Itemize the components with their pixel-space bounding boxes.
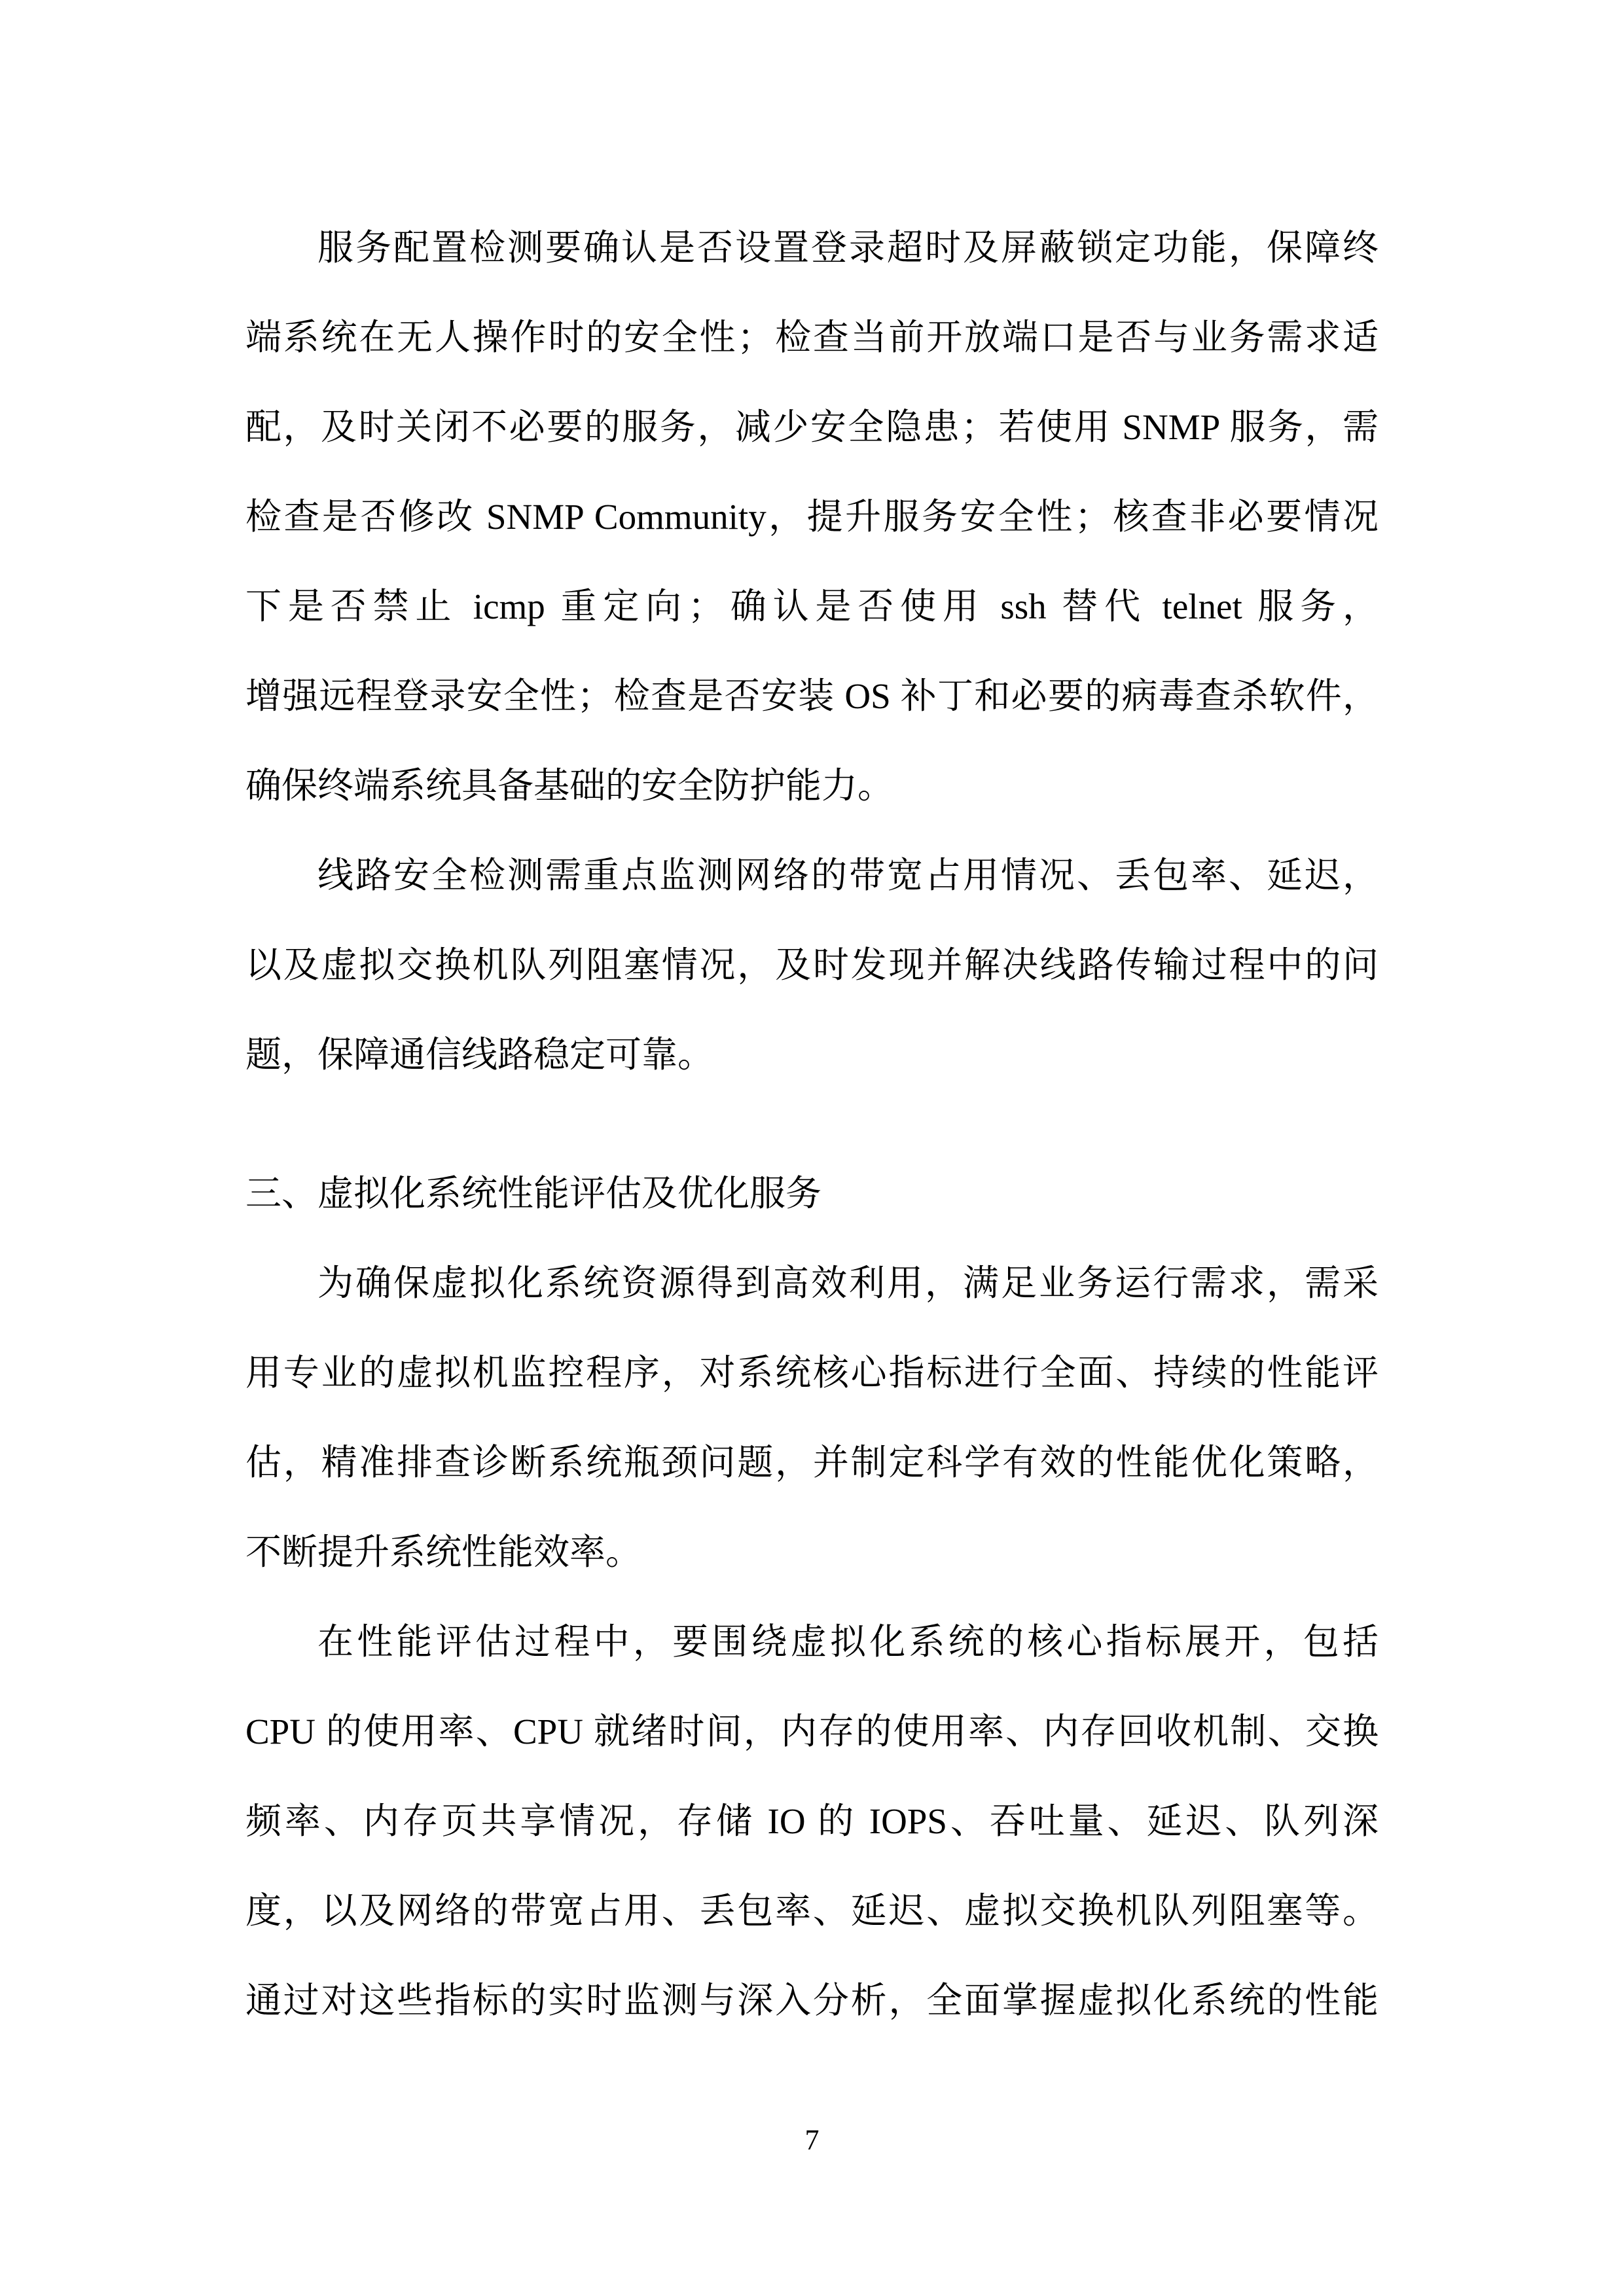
text-line: CPU 的使用率、CPU 就绪时间，内存的使用率、内存回收机制、交换 <box>245 1712 1379 1751</box>
text-line: 题，保障通信线路稳定可靠。 <box>245 1035 714 1075</box>
text-line: 用专业的虚拟机监控程序，对系统核心指标进行全面、持续的性能评 <box>245 1353 1379 1393</box>
heading-line: 三、虚拟化系统性能评估及优化服务 <box>245 1174 822 1213</box>
text-line: 下是否禁止 icmp 重定向；确认是否使用 ssh 替代 telnet 服务， <box>245 586 1379 626</box>
text-line: 服务配置检测要确认是否设置登录超时及屏蔽锁定功能，保障终 <box>317 228 1379 268</box>
text-line: 通过对这些指标的实时监测与深入分析，全面掌握虚拟化系统的性能 <box>245 1981 1379 2020</box>
section-heading <box>245 1149 1379 1238</box>
page-number: 7 <box>804 2124 820 2156</box>
paragraph <box>245 831 1379 1100</box>
text-line: 估，精准排查诊断系统瓶颈问题，并制定科学有效的性能优化策略， <box>245 1443 1379 1482</box>
text-line: 确保终端系统具备基础的安全防护能力。 <box>245 766 894 806</box>
text-line: 以及虚拟交换机队列阻塞情况，及时发现并解决线路传输过程中的问 <box>245 945 1379 985</box>
text-line: 检查是否修改 SNMP Community，提升服务安全性；核查非必要情况 <box>245 497 1379 537</box>
text-line: 度，以及网络的带宽占用、丢包率、延迟、虚拟交换机队列阻塞等。 <box>245 1891 1379 1931</box>
text-line: 在性能评估过程中，要围绕虚拟化系统的核心指标展开，包括 <box>317 1622 1379 1662</box>
paragraph <box>245 1238 1379 1597</box>
text-line: 为确保虚拟化系统资源得到高效利用，满足业务运行需求，需采 <box>317 1263 1379 1303</box>
text-line: 增强远程登录安全性；检查是否安装 OS 补丁和必要的病毒查杀软件， <box>245 676 1379 716</box>
text-line: 线路安全检测需重点监测网络的带宽占用情况、丢包率、延迟， <box>317 855 1379 895</box>
document-body <box>245 203 1379 2045</box>
text-line: 配，及时关闭不必要的服务，减少安全隐患；若使用 SNMP 服务，需 <box>245 407 1379 447</box>
text-line: 端系统在无人操作时的安全性；检查当前开放端口是否与业务需求适 <box>245 317 1379 357</box>
paragraph <box>245 203 1379 831</box>
paragraph <box>245 1597 1379 2045</box>
text-line: 频率、内存页共享情况，存储 IO 的 IOPS、吞吐量、延迟、队列深 <box>245 1801 1379 1841</box>
text-line: 不断提升系统性能效率。 <box>245 1532 642 1572</box>
